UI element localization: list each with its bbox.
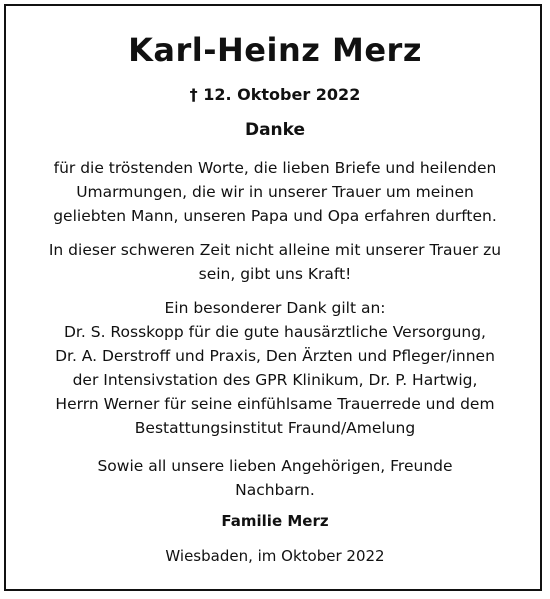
thanks-heading: Danke [244,120,306,140]
paragraph-line: Nachbarn. [235,481,315,499]
paragraph-line: geliebten Mann, unseren Papa und Opa erfahren durften. [53,207,497,225]
paragraph-line: Sowie all unsere lieben Angehörigen, Freunde [97,457,453,475]
paragraph-line: der Intensivstation des GPR Klinikum, Dr. P. Hartwig, [72,371,478,389]
paragraph-line: Bestattungsinstitut Fraund/Amelung [134,419,416,437]
place-date: Wiesbaden, im Oktober 2022 [165,547,385,565]
paragraph-line: In dieser schweren Zeit nicht alleine mit unserer Trauer zu [48,241,502,259]
paragraph-line: Dr. A. Derstroff und Praxis, Den Ärzten und Pfleger/innen [55,347,495,365]
paragraph-line: sein, gibt uns Kraft! [198,265,352,283]
paragraph-line: Ein besonderer Dank gilt an: [164,299,386,317]
family-signature: Familie Merz [221,512,329,530]
relatives-paragraph [20,454,530,502]
paragraph-line: für die tröstenden Worte, die lieben Briefe und heilenden [53,159,497,177]
strength-paragraph [20,238,530,286]
paragraph-line: Umarmungen, die wir in unserer Trauer um meinen [76,183,474,201]
deceased-name: Karl-Heinz Merz [128,31,422,69]
special-thanks-paragraph [20,296,530,440]
paragraph-line: Herrn Werner für seine einfühlsame Trauerrede und dem [55,395,495,413]
thanks-paragraph [20,156,530,228]
death-date: † 12. Oktober 2022 [189,85,361,104]
paragraph-line: Dr. S. Rosskopp für die gute hausärztliche Versorgung, [64,323,486,341]
